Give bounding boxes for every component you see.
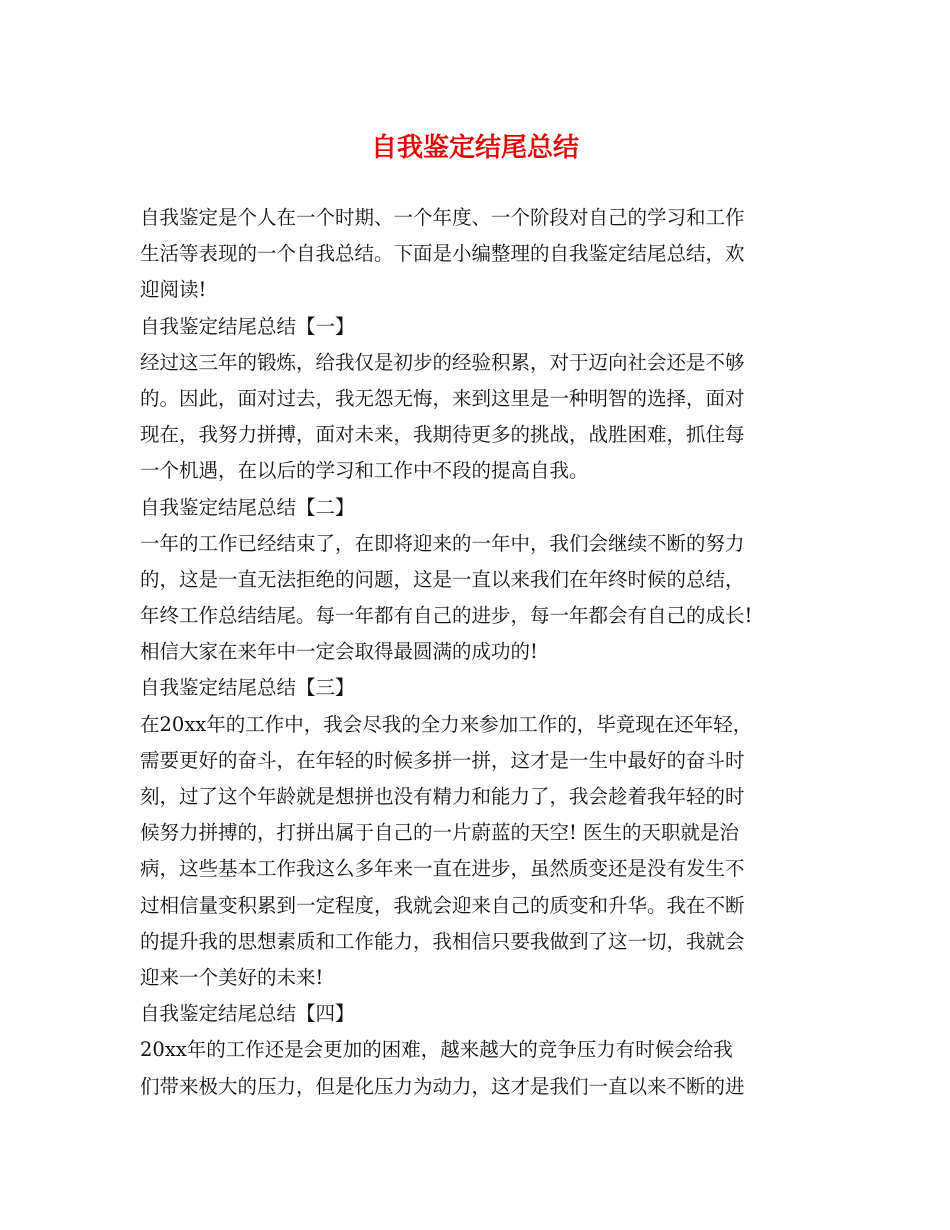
document-title: 自我鉴定结尾总结 bbox=[370, 133, 579, 163]
text-line: 迎来一个美好的未来! bbox=[140, 965, 324, 989]
section-heading: 自我鉴定结尾总结【一】 bbox=[140, 314, 355, 338]
text-line: 的，这是一直无法拒绝的问题，这是一直以来我们在年终时候的总结， bbox=[140, 567, 745, 591]
text-line: 过相信量变积累到一定程度，我就会迎来自己的质变和升华。我在不断 bbox=[140, 893, 745, 917]
text-line: 候努力拼搏的，打拼出属于自己的一片蔚蓝的天空! 医生的天职就是治 bbox=[140, 821, 740, 845]
text-line: 迎阅读! bbox=[140, 278, 207, 302]
text-line: 的提升我的思想素质和工作能力，我相信只要我做到了这一切，我就会 bbox=[140, 929, 745, 953]
text-line: 生活等表现的一个自我总结。下面是小编整理的自我鉴定结尾总结，欢 bbox=[140, 242, 745, 266]
text-line: 一个机遇，在以后的学习和工作中不段的提高自我。 bbox=[140, 459, 589, 483]
text-line: 的。因此，面对过去，我无怨无悔，来到这里是一种明智的选择，面对 bbox=[140, 386, 745, 410]
text-line: 病，这些基本工作我这么多年来一直在进步，虽然质变还是没有发生不 bbox=[140, 857, 745, 881]
text-line: 经过这三年的锻炼，给我仅是初步的经验积累，对于迈向社会还是不够 bbox=[140, 350, 745, 374]
section-heading: 自我鉴定结尾总结【二】 bbox=[140, 495, 355, 519]
text-line: 刻，过了这个年龄就是想拼也没有精力和能力了，我会趁着我年轻的时 bbox=[140, 785, 745, 808]
text-line: 在20xx年的工作中，我会尽我的全力来参加工作的，毕竟现在还年轻， bbox=[140, 712, 753, 736]
text-line: 年终工作总结结尾。每一年都有自己的进步，每一年都会有自己的成长! bbox=[140, 604, 753, 628]
text-line: 20xx年的工作还是会更加的困难，越来越大的竞争压力有时候会给我 bbox=[140, 1038, 733, 1062]
text-line: 现在，我努力拼搏，面对未来，我期待更多的挑战，战胜困难，抓住每 bbox=[140, 423, 745, 447]
text-line: 需要更好的奋斗，在年轻的时候多拼一拼，这才是一生中最好的奋斗时 bbox=[140, 748, 745, 772]
section-heading: 自我鉴定结尾总结【四】 bbox=[140, 1002, 355, 1026]
section-heading: 自我鉴定结尾总结【三】 bbox=[140, 676, 355, 700]
text-line: 自我鉴定是个人在一个时期、一个年度、一个阶段对自己的学习和工作 bbox=[140, 206, 745, 229]
document-body bbox=[140, 200, 820, 1105]
text-line: 一年的工作已经结束了，在即将迎来的一年中，我们会继续不断的努力 bbox=[140, 531, 745, 555]
text-line: 们带来极大的压力，但是化压力为动力，这才是我们一直以来不断的进 bbox=[140, 1074, 745, 1098]
text-line: 相信大家在来年中一定会取得最圆满的成功的! bbox=[140, 640, 538, 664]
